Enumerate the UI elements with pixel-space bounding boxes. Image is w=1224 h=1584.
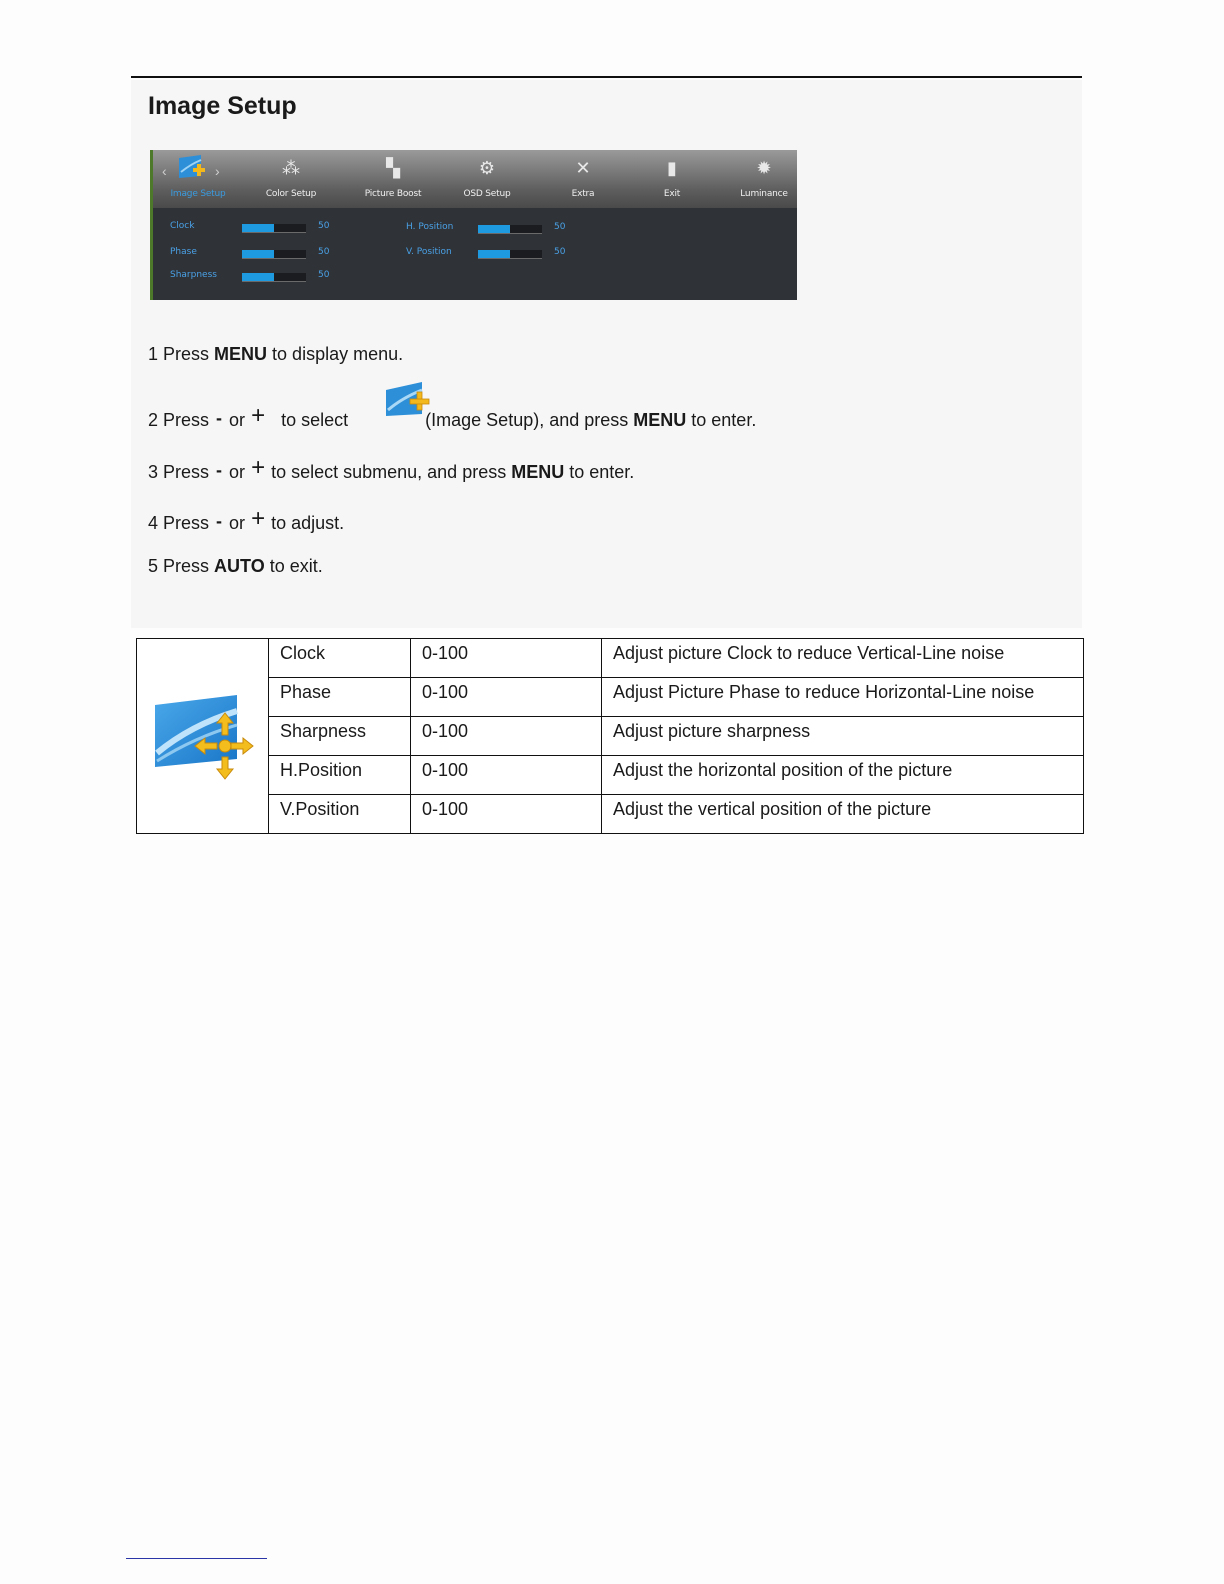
osd-tab-extra[interactable]: ✕ Extra [571, 158, 595, 199]
table-cell-range: 0-100 [411, 795, 602, 834]
footer-link-rule [126, 1558, 267, 1559]
table-row [137, 717, 1084, 756]
osd-menu-screenshot [150, 150, 797, 300]
osd-tab-luminance[interactable]: ✹ Luminance [740, 158, 788, 199]
table-row [137, 795, 1084, 834]
osd-tab-osd-setup[interactable]: ⚙ OSD Setup [463, 158, 511, 199]
osd-tab-image-setup[interactable]: Image Setup [170, 189, 226, 199]
chevron-right-icon: › [215, 163, 220, 179]
osd-setting-v-position[interactable]: V. Position 50 [406, 247, 566, 257]
table-cell-item: Phase [269, 678, 411, 717]
table-cell-description: Adjust Picture Phase to reduce Horizontal-Line noise [602, 678, 1084, 717]
table-icon-cell [137, 639, 269, 834]
table-cell-description: Adjust the vertical position of the picture [602, 795, 1084, 834]
chevron-left-icon: ‹ [162, 163, 167, 179]
page-title: Image Setup [148, 92, 297, 120]
plus-icon: + [251, 454, 266, 481]
plus-icon: + [251, 505, 266, 532]
color-setup-icon: ⁂ [282, 158, 300, 178]
image-setup-icon [151, 691, 255, 781]
table-cell-range: 0-100 [411, 756, 602, 795]
table-cell-description: Adjust picture Clock to reduce Vertical-Line noise [602, 639, 1084, 678]
table-cell-item: V.Position [269, 795, 411, 834]
extra-icon: ✕ [575, 158, 591, 178]
table-row [137, 639, 1084, 678]
minus-icon: - [216, 460, 223, 480]
osd-slider[interactable] [242, 250, 306, 259]
luminance-icon: ✹ [756, 158, 772, 178]
step-2: 2 Press - or + to select (Image Setup), and press MENU to enter. [148, 402, 757, 430]
plus-icon: + [251, 402, 266, 429]
settings-table [136, 638, 1084, 834]
table-row [137, 678, 1084, 717]
osd-tab-picture-boost[interactable]: ▚ Picture Boost [364, 158, 422, 199]
table-cell-description: Adjust the horizontal position of the picture [602, 756, 1084, 795]
osd-setting-phase[interactable]: Phase 50 [170, 247, 330, 257]
minus-icon: - [216, 511, 223, 531]
exit-icon: ▮ [667, 158, 677, 178]
picture-boost-icon: ▚ [386, 158, 400, 178]
step-5: 5 Press AUTO to exit. [148, 556, 323, 576]
image-setup-icon [384, 380, 432, 420]
osd-tab-color-setup[interactable]: ⁂ Color Setup [265, 158, 317, 199]
step-4: 4 Press - or + to adjust. [148, 505, 345, 533]
table-row [137, 756, 1084, 795]
table-cell-range: 0-100 [411, 639, 602, 678]
osd-setting-h-position[interactable]: H. Position 50 [406, 222, 566, 232]
osd-setup-icon: ⚙ [478, 158, 496, 178]
table-cell-range: 0-100 [411, 678, 602, 717]
table-cell-range: 0-100 [411, 717, 602, 756]
osd-setting-sharpness[interactable]: Sharpness 50 [170, 270, 330, 280]
osd-slider[interactable] [242, 224, 306, 233]
osd-slider[interactable] [242, 273, 306, 282]
table-cell-description: Adjust picture sharpness [602, 717, 1084, 756]
step-1: 1 Press MENU to display menu. [148, 344, 404, 364]
minus-icon: - [216, 408, 223, 428]
table-cell-item: Sharpness [269, 717, 411, 756]
osd-slider[interactable] [478, 225, 542, 234]
step-3: 3 Press - or + to select submenu, and press MENU to enter. [148, 454, 635, 482]
osd-tab-bar [153, 150, 797, 208]
top-rule [131, 76, 1082, 78]
osd-setting-clock[interactable]: Clock 50 [170, 221, 330, 231]
table-cell-item: Clock [269, 639, 411, 678]
table-cell-item: H.Position [269, 756, 411, 795]
osd-tab-exit[interactable]: ▮ Exit [663, 158, 681, 199]
osd-slider[interactable] [478, 250, 542, 259]
